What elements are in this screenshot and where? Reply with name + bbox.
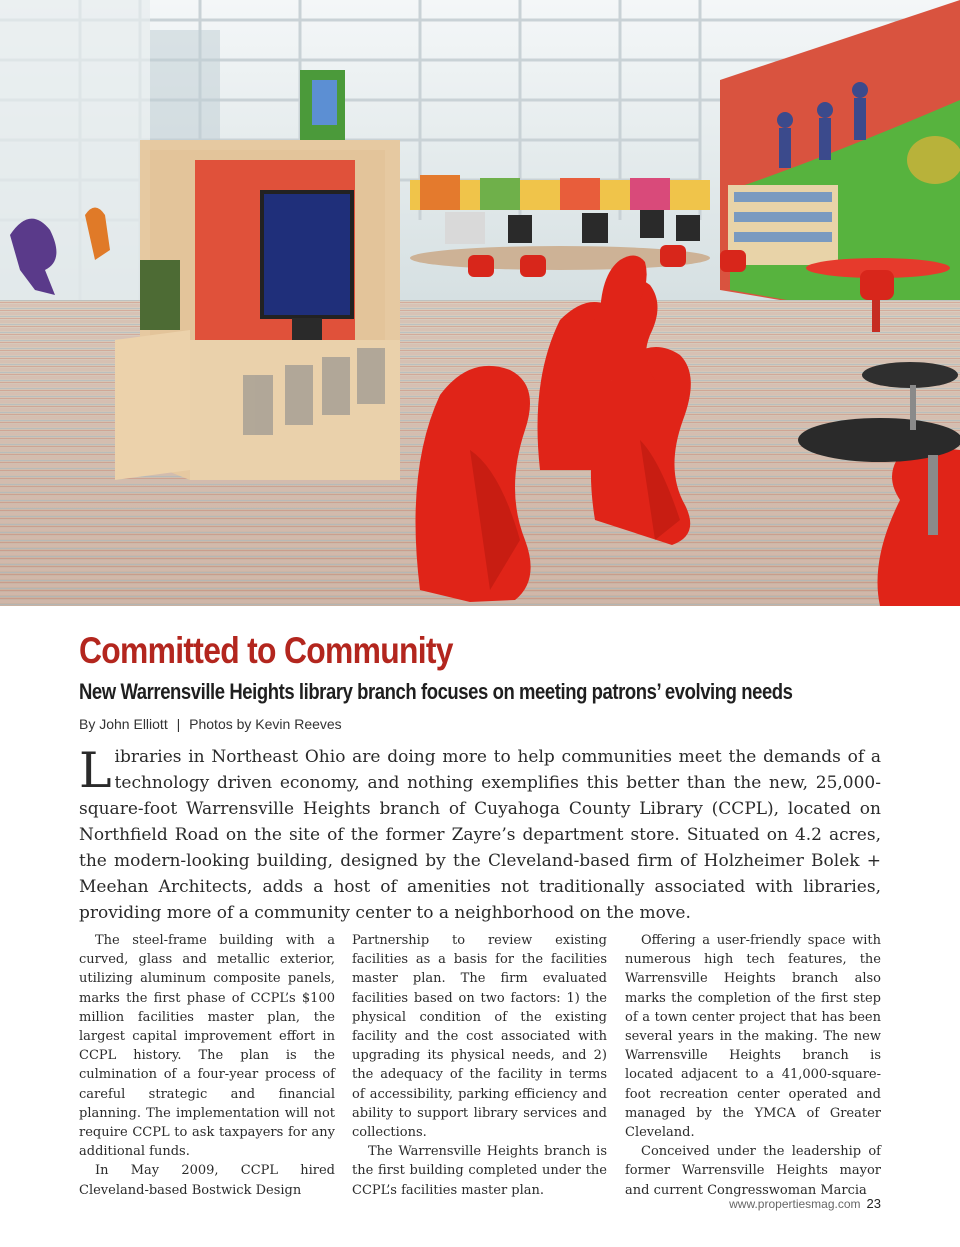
body-paragraph: The steel-frame building with a curved, glass and metallic exterior, utilizing aluminum composite panels, marks the first phase of CCPL’s $100 million facilities master plan, the largest capital improvement effort in CCPL history. The plan is the culmination of a four-year process of careful strategic and financial planning. The implementation will not require CCPL to ask taxpayers for any additional funds. — [79, 933, 335, 1160]
byline-author: By John Elliott — [79, 716, 168, 732]
footer-url: www.propertiesmag.com — [729, 1197, 861, 1211]
body-paragraph: The Warrensville Heights branch is the first building completed under the CCPL’s facilities master plan. — [352, 1144, 607, 1198]
body-paragraph: Conceived under the leadership of former Warrensville Heights mayor and current Congresswoman Marcia — [625, 1144, 881, 1198]
body-paragraph: Offering a user-friendly space with numerous high tech features, the Warrensville Heights branch also marks the completion of the first step of a town center project that has been several years in the making. The new Warrensville Heights branch is located adjacent to a 41,000-square-foot recreation center operated and managed by the YMCA of Greater Cleveland. — [625, 933, 881, 1141]
byline — [79, 714, 342, 734]
body-paragraph: In May 2009, CCPL hired Cleveland-based Bostwick Design — [79, 1163, 335, 1198]
article-title: Committed to Community — [79, 630, 453, 671]
page-footer — [729, 1196, 881, 1211]
body-paragraph: Partnership to review existing facilities as a basis for the facilities master plan. The firm evaluated facilities based on two factors: 1) the physical condition of the existing facility and the cost associated with upgrading its physical needs, and 2) the adequacy of the facility in terms of accessibility, parking efficiency and ability to support library services and collections. — [352, 933, 607, 1141]
body-column-3 — [625, 931, 881, 1200]
body-column-2 — [352, 931, 607, 1200]
article-subtitle: New Warrensville Heights library branch focuses on meeting patrons’ evolving needs — [79, 679, 793, 704]
library-interior-photo — [0, 0, 960, 606]
drop-cap: L — [79, 742, 112, 799]
body-column-1 — [79, 931, 335, 1200]
byline-separator: | — [176, 716, 181, 732]
lead-text: ibraries in Northeast Ohio are doing more to help communities meet the demands of a technology driven economy, and nothing exemplifies this better than the new, 25,000-square-foot Warrensville Heights branch of Cuyahoga County Library (CCPL), located on Northfield Road on the site of the former Zayre’s department store. Situated on 4.2 acres, the modern-looking building, designed by the Cleveland-based firm of Holzheimer Bolek + Meehan Architects, adds a host of amenities not traditionally associated with libraries, providing more of a community center to a neighborhood on the move. — [79, 747, 881, 923]
page-number: 23 — [866, 1196, 881, 1211]
byline-photo-credit: Photos by Kevin Reeves — [189, 716, 342, 732]
lead-paragraph — [79, 744, 881, 926]
